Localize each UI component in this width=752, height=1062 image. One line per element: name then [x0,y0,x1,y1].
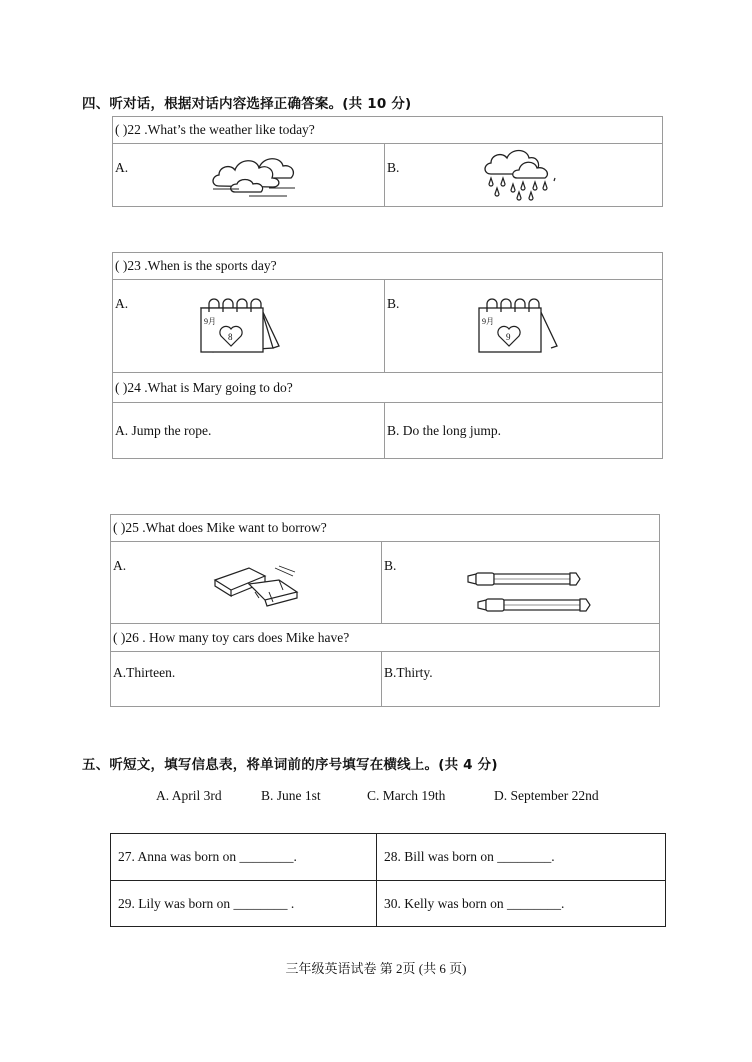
fill-item-30[interactable]: 30. Kelly was born on ________. [377,881,666,927]
choice-b: B. June 1st [261,788,321,803]
fill-item-28[interactable]: 28. Bill was born on ________. [377,834,666,881]
question-22-table [112,116,663,207]
question-23-stem: ( )23 .When is the sports day? [113,253,663,280]
fill-item-29[interactable]: 29. Lily was born on ________ . [111,881,377,927]
question-25-option-b[interactable] [382,542,660,624]
rain-cloud-icon [483,148,563,204]
option-a-label: A. [113,558,127,573]
calendar-day: 8 [228,332,233,342]
question-24-stem: ( )24 .What is Mary going to do? [113,373,663,403]
calendar-month: 9月 [482,317,494,326]
calendar-day: 9 [506,332,511,342]
question-23-option-b[interactable] [385,280,663,373]
question-25-option-a[interactable] [111,542,382,624]
calendar-month: 9月 [204,317,216,326]
option-a-label: A. [115,160,129,175]
calendar-icon [195,296,285,358]
option-b-label: B. [384,558,397,573]
question-23-24-table [112,252,663,459]
fill-item-27[interactable]: 27. Anna was born on ________. [111,834,377,881]
choice-d: D. September 22nd [494,788,599,803]
question-22-stem: ( )22 .What’s the weather like today? [113,117,663,144]
question-24-option-a[interactable]: A. Jump the rope. [113,403,385,459]
question-26-stem: ( )26 . How many toy cars does Mike have? [111,624,660,652]
question-22-option-b[interactable] [385,144,663,207]
question-26-option-b[interactable]: B.Thirty. [382,652,660,707]
cloud-icon [209,152,299,200]
section-4-title: 四、听对话，根据对话内容选择正确答案。(共 10 分) [82,96,412,112]
calendar-icon [473,296,563,358]
birthday-info-table [110,833,666,927]
choice-a: A. April 3rd [156,788,222,803]
option-a-label: A. [115,296,129,311]
question-23-option-a[interactable] [113,280,385,373]
option-b-label: B. [387,296,400,311]
question-24-option-b[interactable]: B. Do the long jump. [385,403,663,459]
question-26-option-a[interactable]: A.Thirteen. [111,652,382,707]
page-footer: 三年级英语试卷 第 2页 (共 6 页) [285,961,467,976]
markers-icon [464,570,594,620]
eraser-icon [209,562,305,610]
question-25-26-table [110,514,660,707]
question-25-stem: ( )25 .What does Mike want to borrow? [111,515,660,542]
question-22-option-a[interactable] [113,144,385,207]
option-b-label: B. [387,160,400,175]
section-5-title: 五、听短文，填写信息表，将单词前的序号填写在横线上。(共 4 分) [82,757,498,773]
choice-c: C. March 19th [367,788,446,803]
